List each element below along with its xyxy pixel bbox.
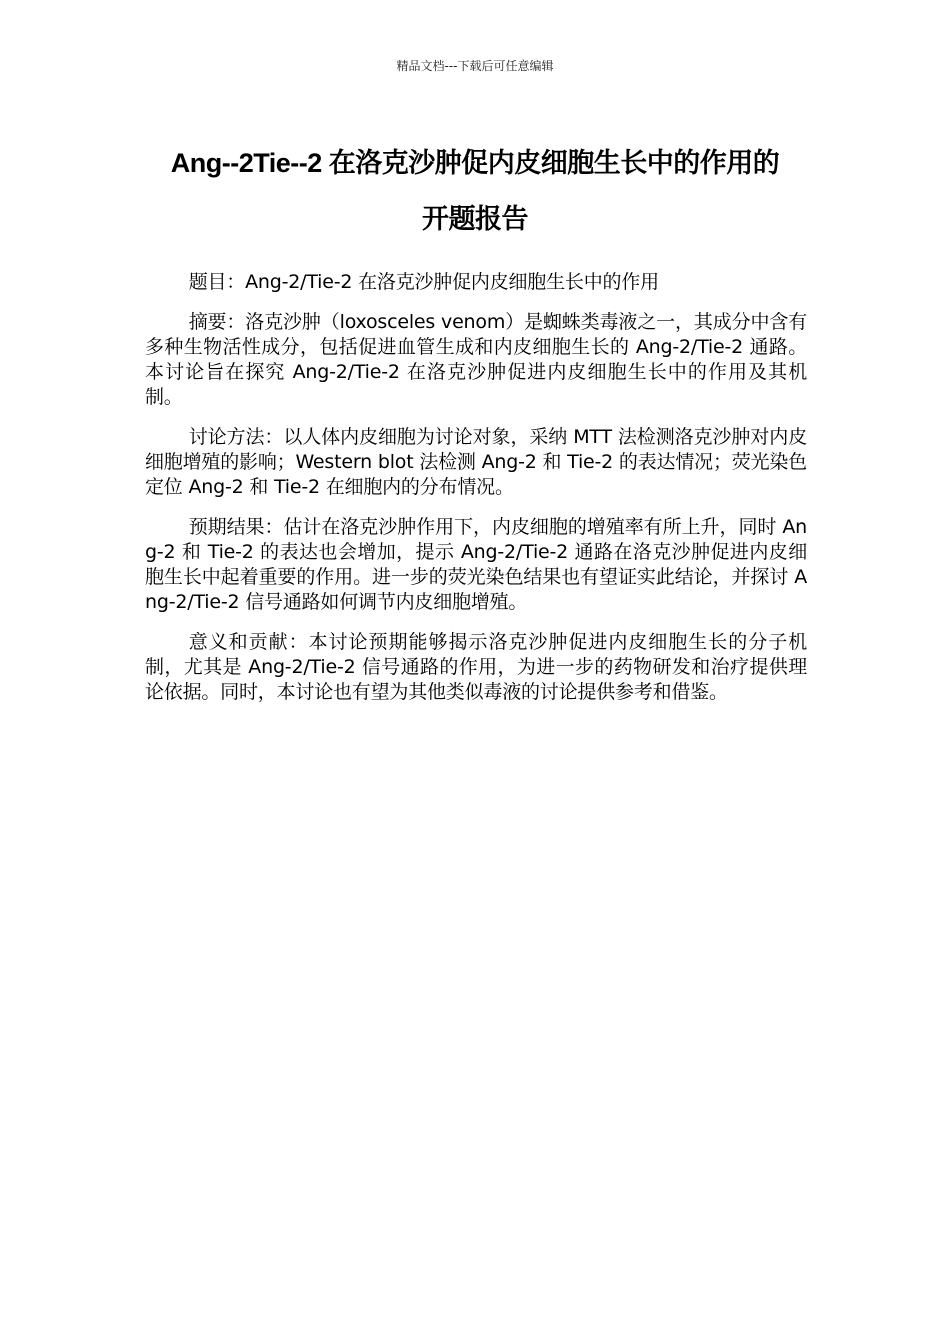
title-line-2: 开题报告 [422, 204, 528, 234]
paragraph-topic: 题目：Ang-2/Tie-2 在洛克沙肿促内皮细胞生长中的作用 [188, 271, 659, 293]
paragraph-expected-results: 预期结果：估计在洛克沙肿作用下，内皮细胞的增殖率有所上升，同时 Ang-2 和 Tie-2 的表达也会增加，提示 Ang-2/Tie-2 通路在洛克沙肿促进内皮细胞生长中起着重要的作用。进一步的荧光染色结果也有望证实此结论，并探讨 Ang-2/Tie-2 信号通路如何调节内皮细胞增殖。 [145, 516, 807, 613]
title-line-1: Ang--2Tie--2 在洛克沙肿促内皮细胞生长中的作用的 [170, 148, 780, 178]
paragraph-abstract: 摘要：洛克沙肿（loxosceles venom）是蜘蛛类毒液之一，其成分中含有多种生物活性成分，包括促进血管生成和内皮细胞生长的 Ang-2/Tie-2 通路。本讨论旨在探究 Ang-2/Tie-2 在洛克沙肿促进内皮细胞生长中的作用及其机制。 [145, 311, 807, 408]
paragraph-significance: 意义和贡献：本讨论预期能够揭示洛克沙肿促进内皮细胞生长的分子机制，尤其是 Ang-2/Tie-2 信号通路的作用，为进一步的药物研发和治疗提供理论依据。同时，本讨论也有望为其他类似毒液的讨论提供参考和借鉴。 [145, 631, 807, 703]
document-body [145, 270, 807, 720]
header-note: 精品文档---下载后可任意编辑 [396, 59, 554, 73]
document-title [130, 135, 820, 247]
paragraph-methods: 讨论方法：以人体内皮细胞为讨论对象，采纳 MTT 法检测洛克沙肿对内皮细胞增殖的影响；Western blot 法检测 Ang-2 和 Tie-2 的表达情况；荧光染色定位 Ang-2 和 Tie-2 在细胞内的分布情况。 [145, 426, 807, 498]
